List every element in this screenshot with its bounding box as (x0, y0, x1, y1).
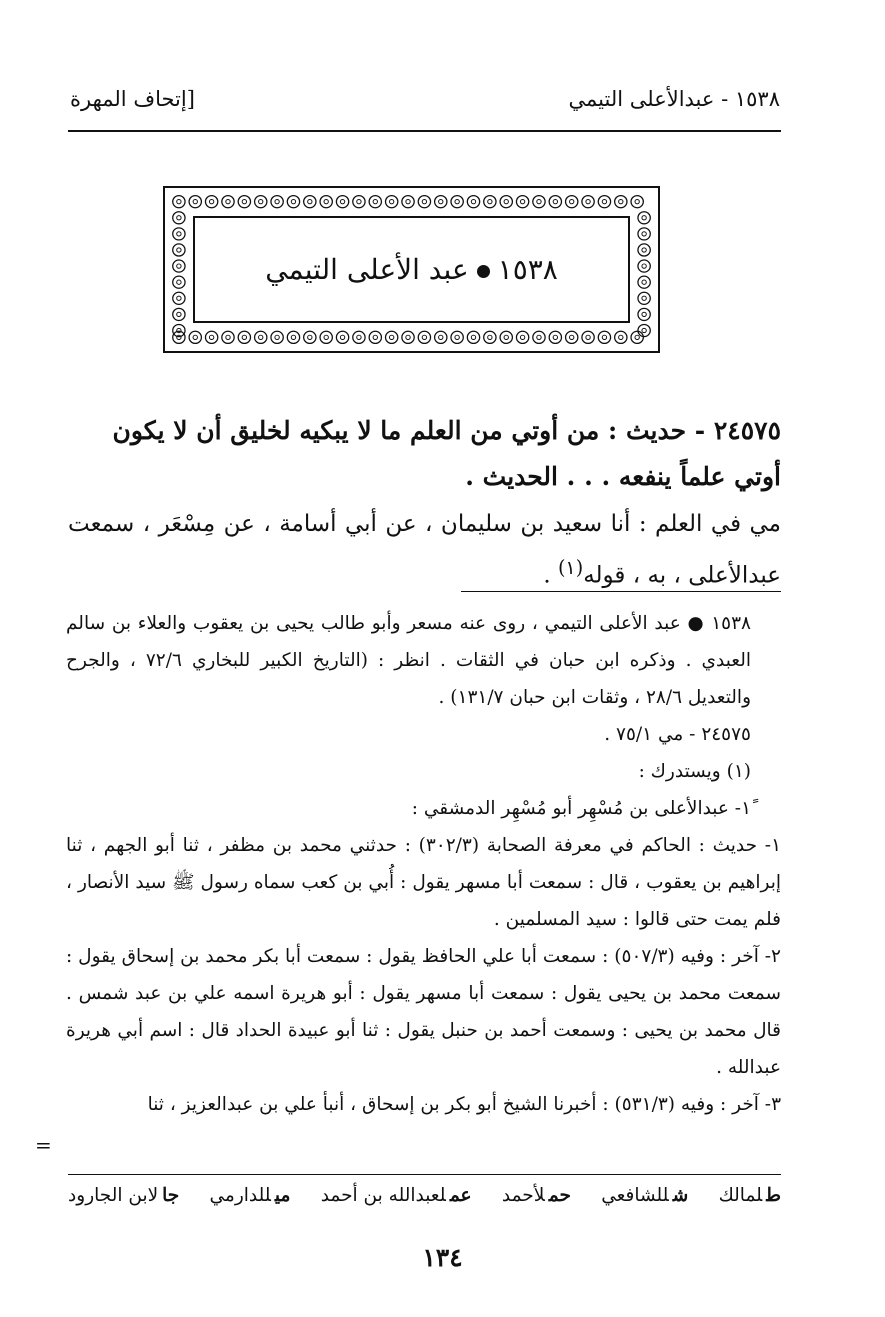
ornament-ring-center (291, 200, 295, 204)
ornament-ring (451, 196, 463, 208)
ornament-ring-center (177, 248, 181, 252)
ornament-ring-center (373, 335, 377, 339)
ornament-ring-center (602, 335, 606, 339)
ornament-ring-center (259, 200, 263, 204)
ornament-ring (516, 331, 528, 343)
ornament-ring (173, 260, 185, 272)
abbreviation-label: للشافعي (601, 1185, 669, 1206)
ornament-ring-center (177, 232, 181, 236)
ornament-ring-center (586, 335, 590, 339)
ornament-ring (549, 331, 561, 343)
abbreviation-label: لعبدالله بن أحمد (320, 1185, 446, 1206)
footnote-subheading: ١ً- عبدالأعلى بن مُسْهِر أبو مُسْهِر الدمشقي : (411, 798, 751, 819)
ornament-ring (615, 196, 627, 208)
abbreviation-code: حم (548, 1185, 571, 1206)
abbreviation-item (719, 1185, 781, 1206)
footnote-paragraph-3: ٣- آخر : وفيه (٥٣١/٣) : أخبرنا الشيخ أبو بكر بن إسحاق ، أنبأ علي بن عبدالعزيز ، ثنا (147, 1094, 781, 1115)
abbreviation-label: للدارمي (209, 1185, 271, 1206)
source-end: . (543, 562, 558, 589)
ornament-ring (255, 196, 267, 208)
ornament-ring (533, 331, 545, 343)
ornament-ring (598, 331, 610, 343)
ornament-ring-center (357, 335, 361, 339)
ornament-ring (566, 196, 578, 208)
ornament-ring-center (570, 335, 574, 339)
ornament-ring (173, 228, 185, 240)
footnote-separator (461, 591, 781, 592)
ornament-ring (222, 331, 234, 343)
ornament-ring (386, 196, 398, 208)
ornament-ring (271, 331, 283, 343)
ornament-ring-center (520, 200, 524, 204)
ornament-ring-center (422, 200, 426, 204)
abbreviation-code: عم (449, 1185, 472, 1206)
ornament-ring-center (439, 335, 443, 339)
ornament-ring-center (226, 335, 230, 339)
ornament-ring (638, 212, 650, 224)
ornament-ring-center (226, 200, 230, 204)
abbreviations-rule (68, 1174, 781, 1175)
ornament-ring (500, 331, 512, 343)
ornament-ring-center (406, 200, 410, 204)
abbreviation-label: لابن الجارود (68, 1185, 159, 1206)
ornament-ring-center (193, 200, 197, 204)
ornament-ring (549, 196, 561, 208)
footnote-reference: (١) (557, 556, 584, 579)
ornament-ring (287, 196, 299, 208)
ornament-ring (451, 331, 463, 343)
ornament-ring (582, 331, 594, 343)
ornament-ring (631, 196, 643, 208)
ornament-ring-center (642, 264, 646, 268)
ornament-ring (386, 331, 398, 343)
ornament-ring-center (642, 312, 646, 316)
hadith-number: ٢٤٥٧٥ (713, 416, 781, 445)
ornament-ring-center (422, 335, 426, 339)
ornament-ring (484, 331, 496, 343)
ornament-ring-center (642, 296, 646, 300)
footnote-1: (١) ويستدرك : (638, 761, 751, 782)
abbreviation-item (502, 1185, 571, 1206)
ornament-ring (638, 308, 650, 320)
ornament-ring-center (357, 200, 361, 204)
ornament-ring (353, 196, 365, 208)
ornament-ring (638, 276, 650, 288)
ornament-ring-center (488, 200, 492, 204)
ornament-ring (435, 331, 447, 343)
ornament-ring (189, 331, 201, 343)
chapter-number: ١٥٣٨ (497, 253, 558, 286)
ornament-ring-center (177, 296, 181, 300)
header-rule (68, 130, 781, 132)
ornament-ring-center (471, 335, 475, 339)
ornament-ring-center (570, 200, 574, 204)
ornament-ring (255, 331, 267, 343)
ornament-ring (638, 260, 650, 272)
continuation-mark: = (35, 1133, 52, 1157)
ornament-ring-center (619, 200, 623, 204)
ornament-ring-center (537, 200, 541, 204)
bullet-dot-icon (477, 265, 490, 278)
ornament-ring (304, 331, 316, 343)
ornament-ring-center (177, 216, 181, 220)
ornament-ring (173, 244, 185, 256)
ornament-ring (402, 196, 414, 208)
ornament-ring (222, 196, 234, 208)
abbreviation-item (601, 1185, 688, 1206)
biography-note: ١٥٣٨ ● عبد الأعلى التيمي ، روى عنه مسعر وأبو طالب يحيى بن يعقوب والعلاء بن سالم العبدي . وذكره ابن حبان في الثقات . انظر : (التاريخ الكبير للبخاري ٧٢/٦ ، والجرح والتعديل ٢٨/٦ ، وثقات ابن حبان ١٣١/٧) . (66, 613, 751, 708)
ornament-ring (304, 196, 316, 208)
ornament-ring-center (242, 200, 246, 204)
ornament-ring-center (602, 200, 606, 204)
ornament-ring-center (642, 216, 646, 220)
chapter-title-box (193, 216, 630, 323)
ornament-ring (516, 196, 528, 208)
ornament-ring-center (324, 335, 328, 339)
ornament-ring-center (275, 335, 279, 339)
ornament-ring-center (642, 280, 646, 284)
ornament-ring-center (488, 335, 492, 339)
reference-note: ٢٤٥٧٥ - مي ٧٥/١ . (604, 724, 751, 745)
ornament-ring-center (642, 248, 646, 252)
abbreviation-label: لأحمد (501, 1185, 545, 1206)
ornament-ring (238, 196, 250, 208)
ornament-ring-center (177, 264, 181, 268)
ornament-ring (638, 228, 650, 240)
abbreviation-code: جا (162, 1185, 180, 1206)
ornament-ring-center (275, 200, 279, 204)
ornament-ring (582, 196, 594, 208)
ornament-ring (467, 196, 479, 208)
ornament-ring-center (635, 200, 639, 204)
ornament-ring-center (553, 335, 557, 339)
ornament-ring-center (259, 335, 263, 339)
footnote-paragraph-1: ١- حديث : الحاكم في معرفة الصحابة (٣٠٢/٣) : حدثني محمد بن مظفر ، ثنا أبو الجهم ، ثنا إبراهيم بن يعقوب ، قال : سمعت أبا مسهر يقول : أُبي بن كعب سماه رسول ﷺ سيد الأنصار ، فلم يمت حتى قالوا : سيد المسلمين . (66, 835, 781, 930)
ornament-ring-center (209, 200, 213, 204)
abbreviations-key (68, 1185, 781, 1206)
chapter-ornament-frame (163, 186, 660, 353)
ornament-ring (369, 331, 381, 343)
ornament-ring (287, 331, 299, 343)
ornament-ring (173, 212, 185, 224)
footnotes (66, 605, 781, 1123)
abbreviation-code: مي (274, 1185, 291, 1206)
header-chapter-title: ١٥٣٨ - عبدالأعلى التيمي (568, 87, 780, 111)
ornament-ring (189, 196, 201, 208)
ornament-ring (320, 331, 332, 343)
source-text: مي في العلم : أنا سعيد بن سليمان ، عن أبي أسامة ، عن مِسْعَر ، سمعت عبدالأعلى ، به ، قوله (68, 511, 781, 589)
abbreviation-item (321, 1185, 472, 1206)
ornament-ring-center (471, 200, 475, 204)
ornament-ring-center (177, 312, 181, 316)
ornament-ring (173, 276, 185, 288)
ornament-ring (418, 331, 430, 343)
ornament-ring-center (340, 200, 344, 204)
hadith-text: من أوتي من العلم ما لا يبكيه لخليق أن لا يكون أوتي علماً ينفعه . . . الحديث . (112, 416, 781, 491)
ornament-ring-center (308, 335, 312, 339)
running-header (70, 82, 780, 116)
ornament-ring (566, 331, 578, 343)
ornament-ring (173, 196, 185, 208)
ornament-ring (484, 196, 496, 208)
ornament-ring-center (520, 335, 524, 339)
ornament-ring (638, 244, 650, 256)
abbreviation-item (68, 1185, 179, 1206)
ornament-ring (336, 331, 348, 343)
ornament-ring (173, 308, 185, 320)
ornament-ring-center (177, 328, 181, 332)
ornament-ring-center (537, 335, 541, 339)
ornament-ring (533, 196, 545, 208)
ornament-ring-center (242, 335, 246, 339)
ornament-ring (353, 331, 365, 343)
ornament-ring (320, 196, 332, 208)
chapter-heading (265, 253, 558, 286)
header-book-title: [إتحاف المهرة (70, 87, 195, 111)
ornament-ring-center (406, 335, 410, 339)
ornament-ring (205, 196, 217, 208)
ornament-ring-center (389, 335, 393, 339)
ornament-ring (369, 196, 381, 208)
ornament-ring (205, 331, 217, 343)
ornament-ring-center (324, 200, 328, 204)
footnote-paragraph-2: ٢- آخر : وفيه (٥٠٧/٣) : سمعت أبا علي الحافظ يقول : سمعت أبا بكر محمد بن إسحاق يقول : سمعت محمد بن يحيى يقول : سمعت أبا مسهر يقول : أبو هريرة اسمه علي بن عبد شمس . قال محمد بن يحيى : وسمعت أحمد بن حنبل يقول : ثنا أبو عبيدة الحداد قال : اسم أبي هريرة عبدالله . (66, 946, 781, 1078)
hadith-label: - حديث : (608, 416, 706, 445)
ornament-ring-center (553, 200, 557, 204)
abbreviation-item (210, 1185, 291, 1206)
ornament-ring (500, 196, 512, 208)
ornament-ring-center (455, 200, 459, 204)
ornament-ring-center (209, 335, 213, 339)
ornament-ring (615, 331, 627, 343)
ornament-ring-center (642, 328, 646, 332)
ornament-ring-center (177, 200, 181, 204)
ornament-ring-center (340, 335, 344, 339)
abbreviation-code: ش (672, 1185, 689, 1206)
ornament-ring (402, 331, 414, 343)
ornament-ring-center (504, 335, 508, 339)
ornament-ring-center (308, 200, 312, 204)
ornament-ring-center (389, 200, 393, 204)
ornament-ring-center (193, 335, 197, 339)
hadith-entry (68, 408, 781, 500)
ornament-ring (173, 292, 185, 304)
ornament-ring (467, 331, 479, 343)
ornament-ring-center (635, 335, 639, 339)
ornament-ring (271, 196, 283, 208)
ornament-ring-center (642, 232, 646, 236)
ornament-ring (638, 292, 650, 304)
ornament-ring (336, 196, 348, 208)
ornament-ring-center (455, 335, 459, 339)
ornament-ring (638, 324, 650, 336)
ornament-ring-center (439, 200, 443, 204)
page-number: ١٣٤ (422, 1243, 463, 1272)
hadith-source (68, 502, 781, 598)
ornament-ring-center (619, 335, 623, 339)
ornament-ring (598, 196, 610, 208)
ornament-ring-center (177, 280, 181, 284)
ornament-ring (238, 331, 250, 343)
ornament-ring-center (504, 200, 508, 204)
ornament-ring-center (291, 335, 295, 339)
abbreviation-label: لمالك (718, 1185, 763, 1206)
ornament-ring-center (373, 200, 377, 204)
ornament-ring-center (586, 200, 590, 204)
ornament-ring (435, 196, 447, 208)
abbreviation-code: ط (766, 1185, 781, 1206)
ornament-ring (418, 196, 430, 208)
ornament-ring (631, 331, 643, 343)
chapter-name: عبد الأعلى التيمي (265, 253, 469, 286)
